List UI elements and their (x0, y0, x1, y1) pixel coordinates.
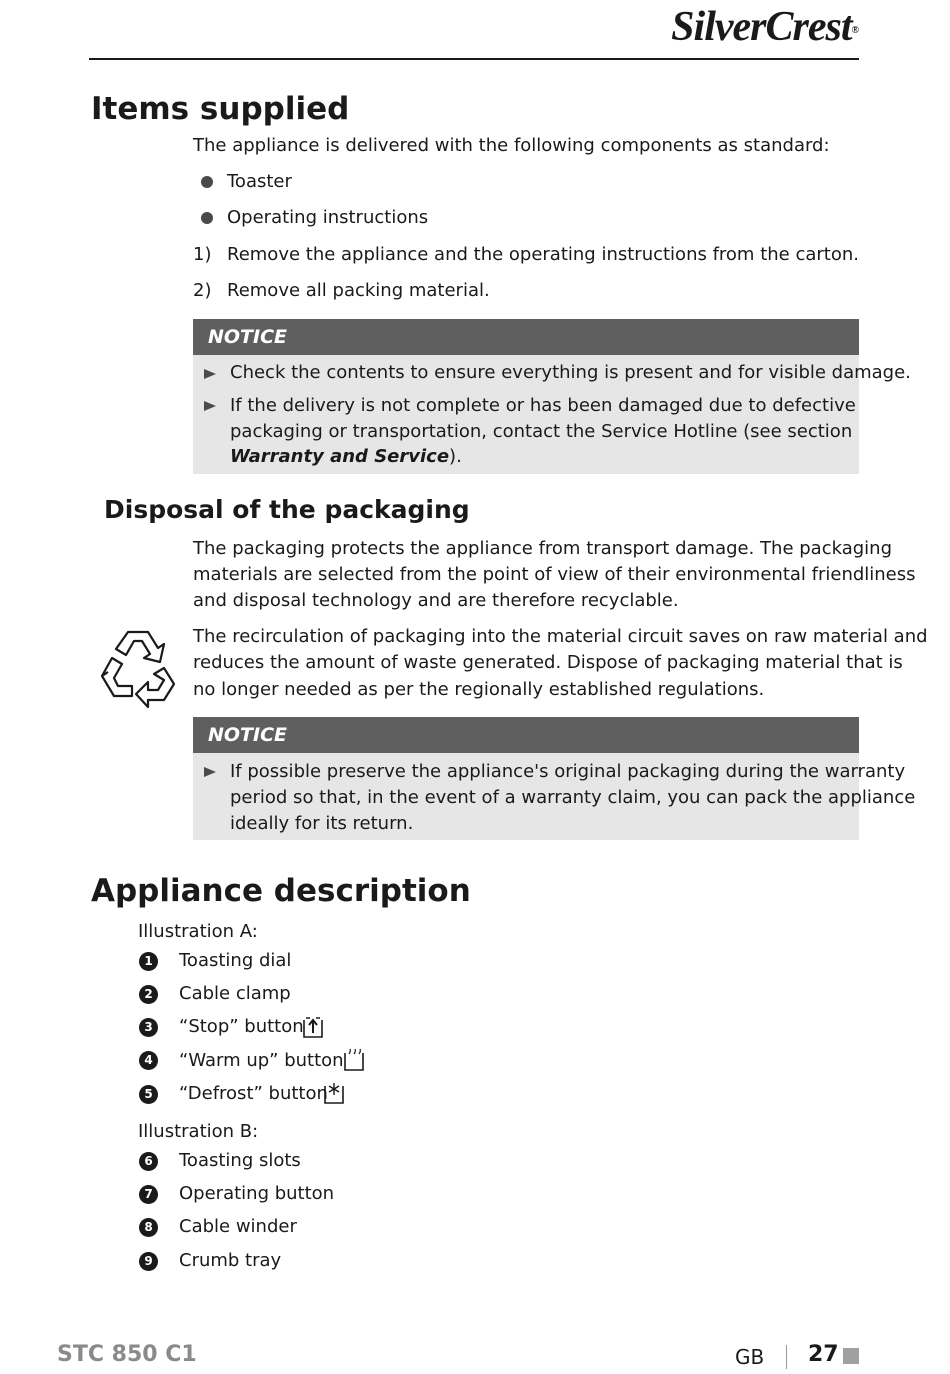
section-heading-appliance: Appliance description (91, 873, 471, 909)
bullet-dot (201, 176, 213, 188)
item-number-badge: 7 (139, 1185, 158, 1204)
notice-item: Check the contents to ensure everything is present and for visible damage. (230, 362, 911, 383)
brand-logo: SilverCrest® (671, 4, 858, 50)
notice-item-line: Warranty and Service). (230, 446, 462, 467)
recycle-icon (98, 628, 184, 710)
item-number-badge: 4 (139, 1051, 158, 1070)
notice-item: If the delivery is not complete or has been damaged due to defective (230, 395, 856, 416)
bullet-dot (201, 212, 213, 224)
triangle-bullet-icon (204, 767, 216, 777)
defrost-icon (322, 1081, 346, 1105)
page-number: 27 (808, 1342, 839, 1367)
footer-separator (786, 1345, 787, 1369)
step-number: 1) (193, 244, 212, 265)
bullet-item: Operating instructions (227, 207, 429, 228)
illustration-label: Illustration B: (138, 1121, 259, 1142)
part-label: “Defrost” button (179, 1083, 328, 1104)
disposal-para-line: and disposal technology and are therefore recyclable. (193, 590, 679, 611)
part-label: Toasting dial (179, 950, 292, 971)
step-text: Remove the appliance and the operating instructions from the carton. (227, 244, 859, 265)
stop-icon (301, 1015, 325, 1039)
triangle-bullet-icon (204, 401, 216, 411)
part-label: “Warm up” button (179, 1050, 344, 1071)
intro-text: The appliance is delivered with the following components as standard: (193, 135, 830, 156)
part-label: Toasting slots (179, 1150, 301, 1171)
warranty-reference: Warranty and Service (230, 446, 450, 467)
disposal-para-line: reduces the amount of waste generated. Dispose of packaging material that is (193, 652, 903, 673)
footer-square (843, 1348, 859, 1364)
notice-item-line: packaging or transportation, contact the Service Hotline (see section (230, 421, 853, 442)
disposal-para-line: The packaging protects the appliance from transport damage. The packaging (193, 538, 892, 559)
bullet-item: Toaster (227, 171, 292, 192)
part-label: Cable clamp (179, 983, 291, 1004)
notice-header: NOTICE (193, 319, 859, 355)
part-label: Operating button (179, 1183, 335, 1204)
header-rule (89, 58, 859, 60)
item-number-badge: 5 (139, 1085, 158, 1104)
section-heading-disposal: Disposal of the packaging (104, 495, 470, 524)
item-number-badge: 3 (139, 1018, 158, 1037)
warm-up-icon (342, 1048, 366, 1072)
notice-item-line: If possible preserve the appliance's original packaging during the warranty (230, 761, 906, 782)
footer-language: GB (735, 1345, 765, 1369)
disposal-para-line: materials are selected from the point of view of their environmental friendliness (193, 564, 916, 585)
triangle-bullet-icon (204, 369, 216, 379)
item-number-badge: 9 (139, 1252, 158, 1271)
item-number-badge: 2 (139, 985, 158, 1004)
part-label: Crumb tray (179, 1250, 282, 1271)
item-number-badge: 8 (139, 1218, 158, 1237)
disposal-para-line: no longer needed as per the regionally established regulations. (193, 679, 765, 700)
section-heading-items-supplied: Items supplied (91, 91, 350, 127)
part-label: Cable winder (179, 1216, 297, 1237)
item-number-badge: 1 (139, 952, 158, 971)
step-text: Remove all packing material. (227, 280, 490, 301)
footer-model: STC 850 C1 (57, 1342, 197, 1367)
part-label: “Stop” button (179, 1016, 304, 1037)
item-number-badge: 6 (139, 1152, 158, 1171)
illustration-label: Illustration A: (138, 921, 258, 942)
disposal-para-line: The recirculation of packaging into the material circuit saves on raw material and (193, 626, 928, 647)
notice-header: NOTICE (193, 717, 859, 753)
notice-item-line: ideally for its return. (230, 813, 414, 834)
notice-item-line: period so that, in the event of a warranty claim, you can pack the appliance (230, 787, 916, 808)
step-number: 2) (193, 280, 212, 301)
